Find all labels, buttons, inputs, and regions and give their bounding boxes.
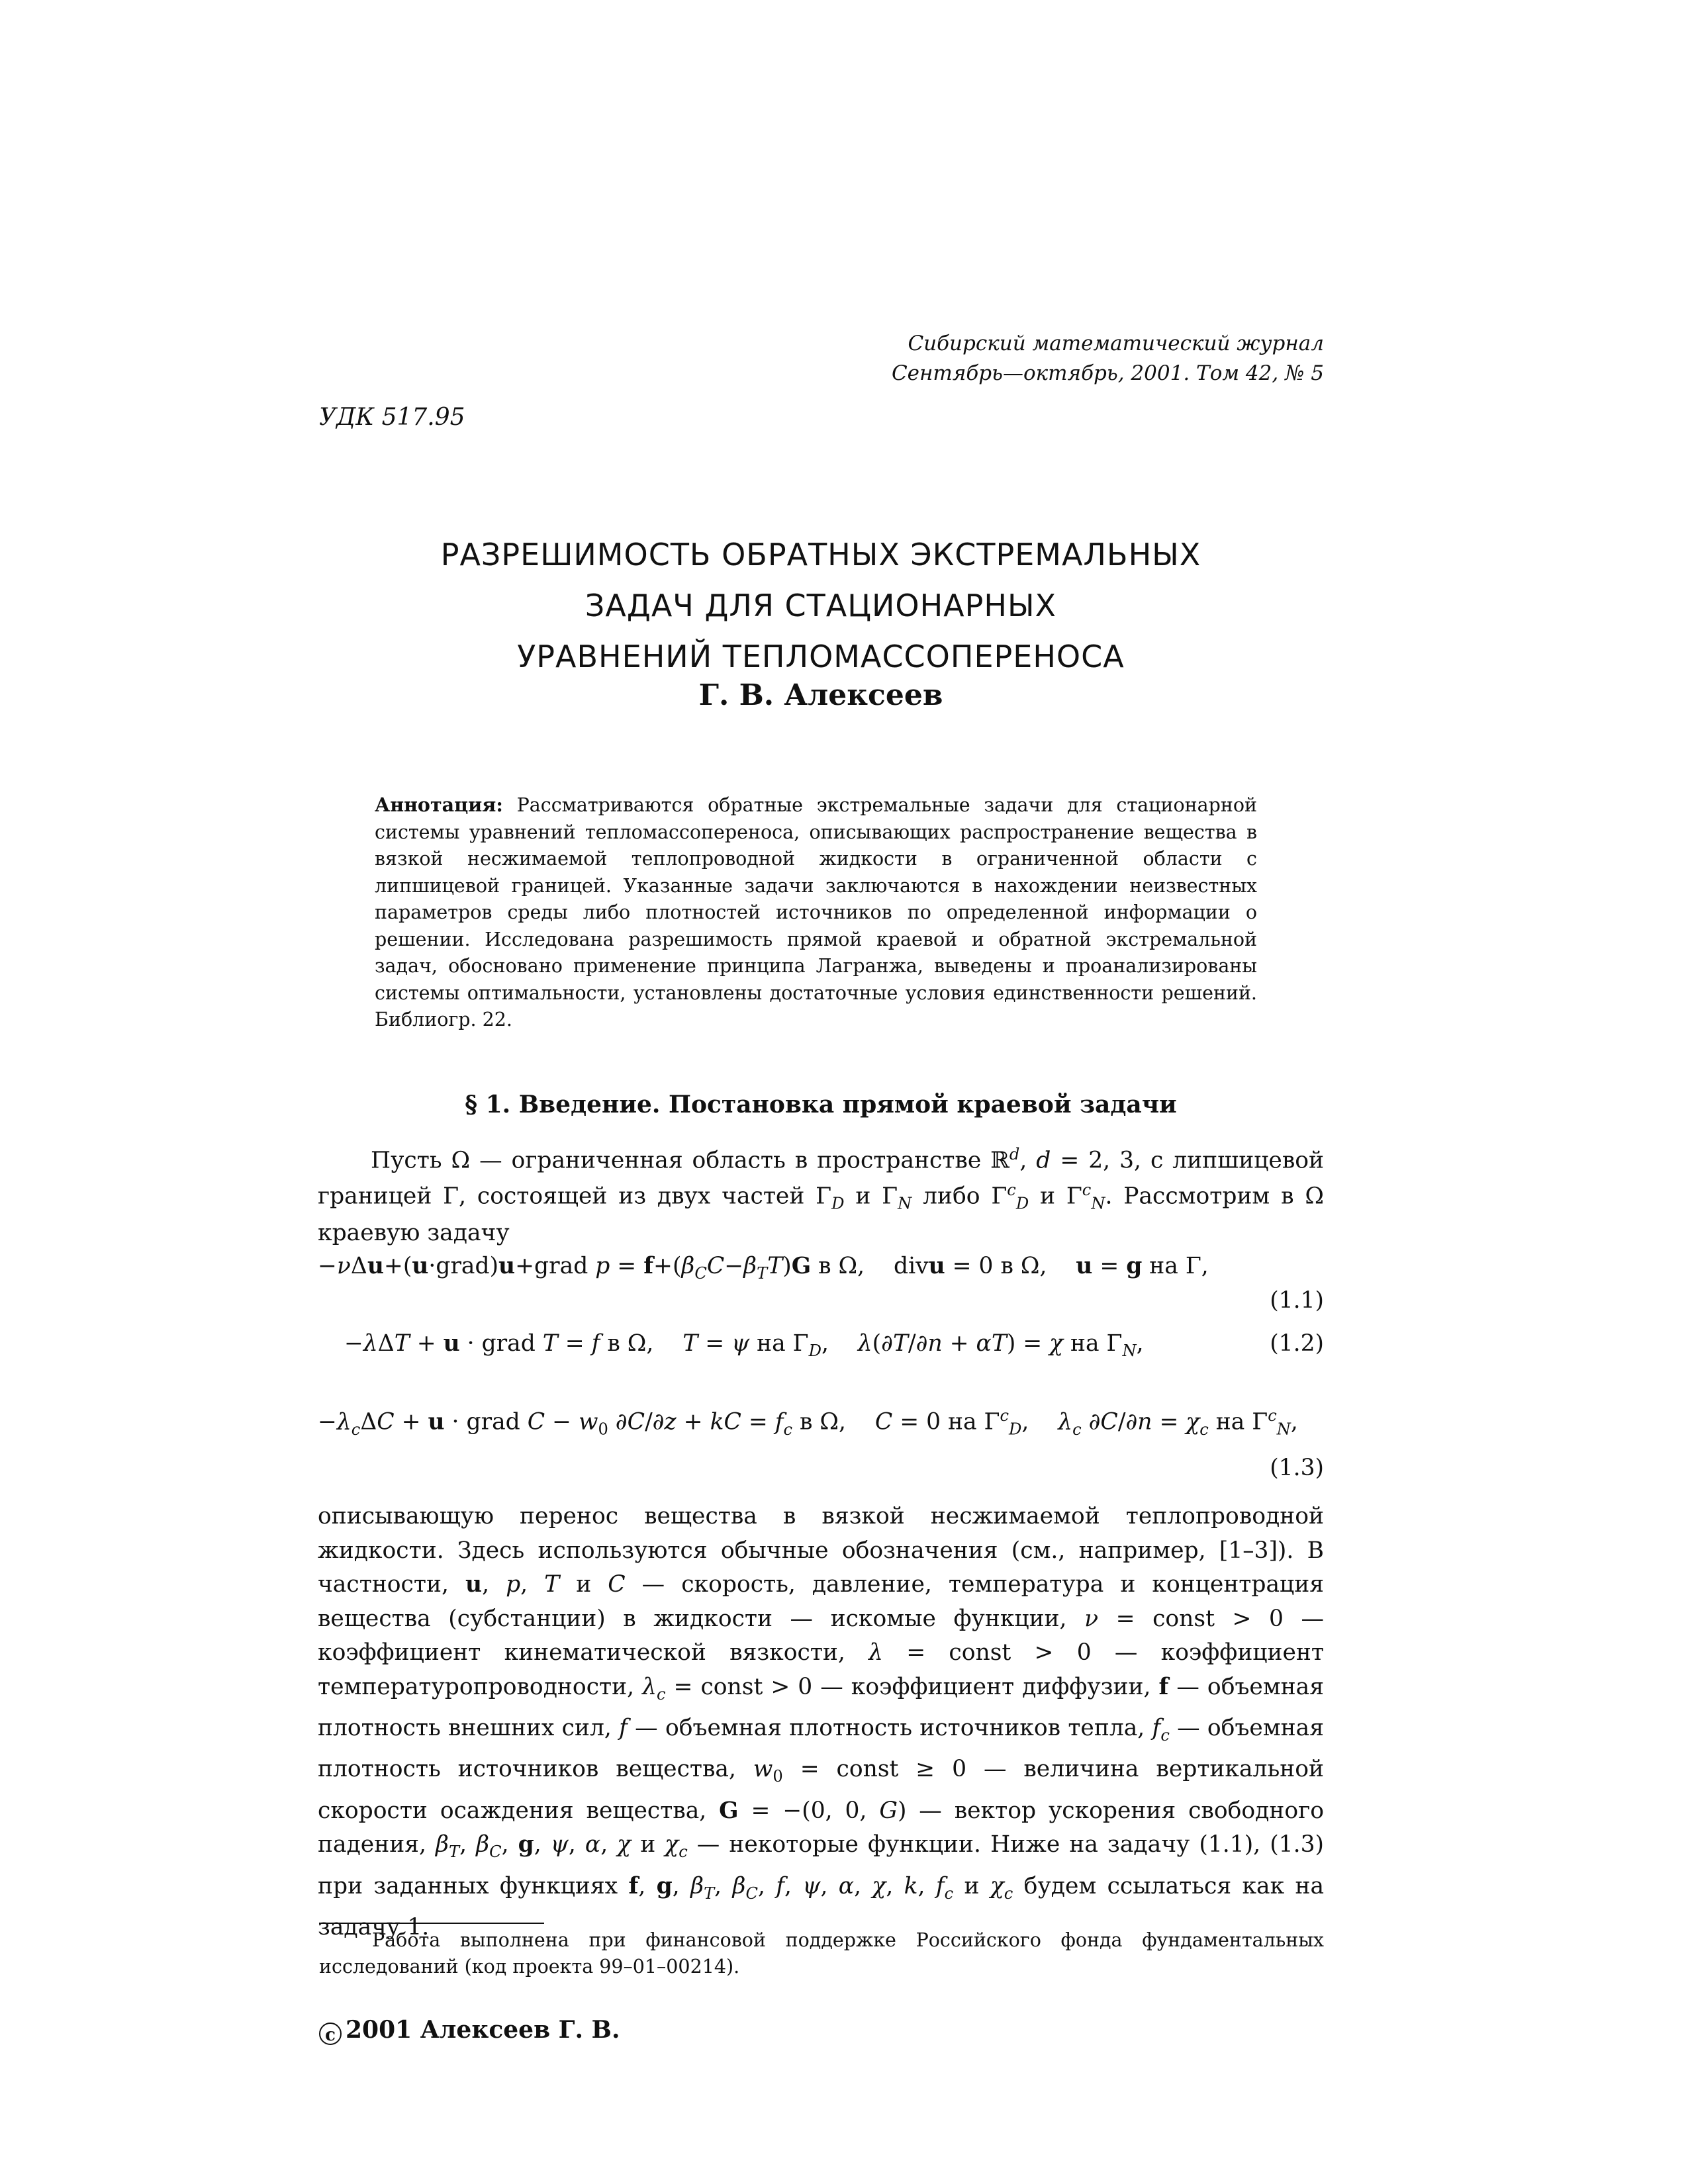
equation-1-2: −λΔT + u · grad T = f в Ω, T = ψ на $\Gamma_D$, λ(∂T/∂n + αT) = χ на $\Gamma_N$, (1.2) [344, 1330, 1324, 1360]
paper-title [318, 529, 1324, 682]
journal-header [861, 329, 1324, 388]
abstract-text: Рассматриваются обратные экстремальные задачи для стационарной системы уравнений тепломассопереноса, описывающих распространение вещества в вязкой несжимаемой теплопроводной жидкости в ограниченной области с липшицевой границей. Указанные задачи заключаются в нахождении неизвестных параметров среды либо плотностей источников по определенной информации о решении. Исследована разрешимость прямой краевой и обратной экстремальной задач, обосновано применение принципа Лагранжа, выведены и проанализированы системы оптимальности, установлены достаточные условия единственности решений. Библиогр. 22. [375, 794, 1257, 1030]
journal-issue: Сентябрь—октябрь, 2001. Том 42, № 5 [891, 361, 1324, 385]
footnote-rule [319, 1923, 544, 1924]
abstract [375, 792, 1257, 1034]
equation-number-1-1: (1.1) [1270, 1287, 1324, 1314]
copyright-text: 2001 Алексеев Г. В. [346, 2016, 620, 2044]
body-paragraph: описывающую перенос вещества в вязкой несжимаемой теплопроводной жидкости. Здесь используются обычные обозначения (см., например, [1–3]). В частности, u, p, T и C — скорость, давление, температура и концентрация вещества (субстанции) в жидкости — искомые функции, ν = const > 0 — коэффициент кинематической вязкости, λ = const > 0 — коэффициент температуропроводности, $\lambda_c$ = const > 0 — коэффициент диффузии, f — объемная плотность внешних сил, f — объемная плотность источников тепла, $f_c$ — объемная плотность источников вещества, $w_0$ = const ≥ 0 — величина вертикальной скорости осаждения вещества, G = −(0, 0, G) — вектор ускорения свободного падения, $\beta_T$, $\beta_C$, g, ψ, α, χ и $\chi_c$ — некоторые функции. Ниже на задачу (1.1), (1.3) при заданных функциях f, g, $\beta_T$, $\beta_C$, f, ψ, α, χ, k, $f_c$ и $\chi_c$ будем ссылаться как на задачу 1. [318, 1503, 1325, 1940]
equation-1-3: $-\lambda_c\Delta C + u$ · grad $C - w_0$ ∂C/∂z + kC = $f_c$ в Ω, C = 0 на $\Gamma^c_D$, $\lambda_c$ $\partial C/\partial n = \chi_c$ на $\Gamma^c_N$, [318, 1406, 1298, 1439]
udk-code: УДК 517.95 [319, 404, 465, 431]
title-line-1: РАЗРЕШИМОСТЬ ОБРАТНЫХ ЭКСТРЕМАЛЬНЫХ [440, 537, 1201, 572]
abstract-label: Аннотация: [375, 794, 503, 816]
equation-1-1: −νΔu+(u·grad)u+grad $p = f+(\beta_CC-\beta_TT)G$ в Ω, divu = 0 в Ω, u = g на Γ, [318, 1253, 1209, 1283]
equation-number-1-3: (1.3) [1270, 1455, 1324, 1481]
copyright [319, 2016, 620, 2045]
section-heading: § 1. Введение. Постановка прямой краевой задачи [465, 1091, 1177, 1118]
title-line-3: УРАВНЕНИЙ ТЕПЛОМАССОПЕРЕНОСА [517, 639, 1125, 674]
title-line-2: ЗАДАЧ ДЛЯ СТАЦИОНАРНЫХ [585, 588, 1057, 623]
equation-1-3-number-row [318, 1455, 1324, 1484]
equation-number-1-2: (1.2) [1270, 1330, 1324, 1357]
journal-name: Сибирский математический журнал [908, 332, 1324, 355]
author-name: Г. В. Алексеев [698, 678, 943, 712]
equation-1-1-number-row [318, 1287, 1324, 1316]
copyright-icon: c [319, 2023, 342, 2045]
intro-paragraph: Пусть Ω — ограниченная область в пространстве ℝ$^d$, d = 2, 3, с липшицевой границей Γ, состоящей из двух частей $\Gamma_D$ и $\Gamma_N$ либо $\Gamma^c_D$ и $\Gamma^c_N$. Рассмотрим в Ω краевую задачу [318, 1145, 1325, 1246]
footnote: Работа выполнена при финансовой поддержке Российского фонда фундаментальных исследований (код проекта 99–01–00214). [319, 1929, 1324, 1978]
